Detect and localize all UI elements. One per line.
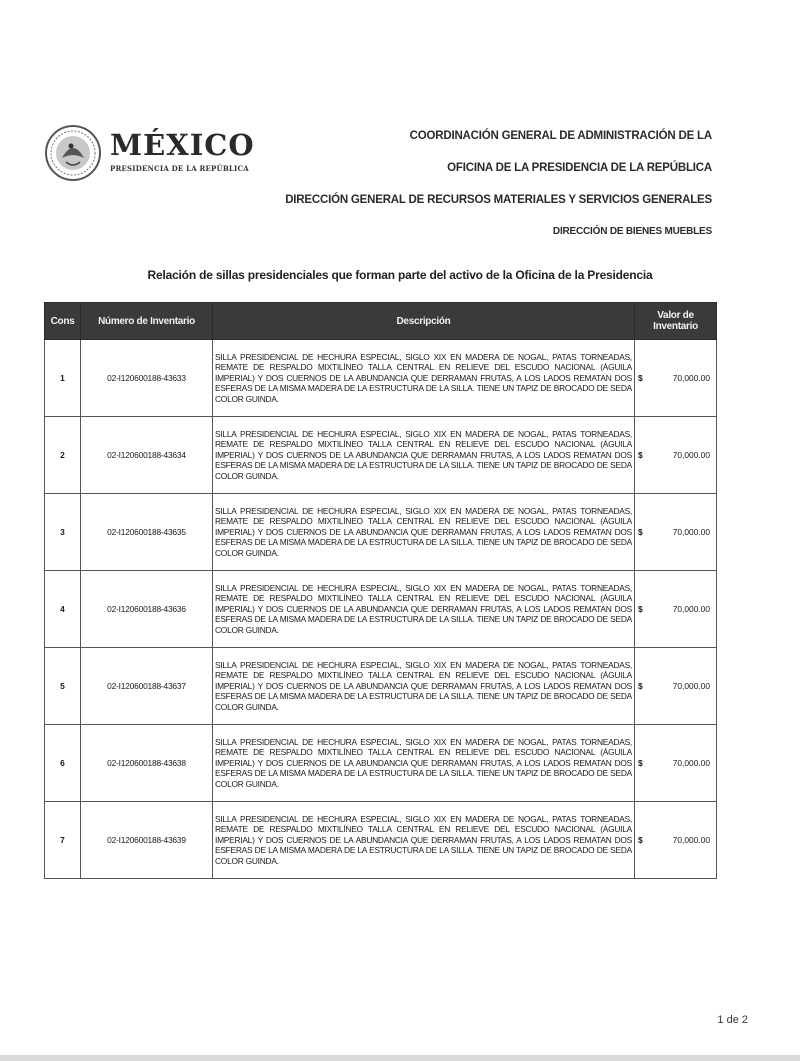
- logo-wordmark: MÉXICO: [110, 128, 255, 162]
- value-amount: 70,000.00: [672, 681, 710, 691]
- cell-cons: 5: [45, 648, 81, 725]
- cell-cons: 4: [45, 571, 81, 648]
- cell-inventory-number: 02-I120600188-43638: [81, 725, 213, 802]
- header-line-3: DIRECCIÓN GENERAL DE RECURSOS MATERIALES Y SERVICIOS GENERALES: [285, 194, 712, 206]
- page-number: 1 de 2: [717, 1014, 748, 1026]
- value-amount: 70,000.00: [672, 604, 710, 614]
- cell-description: SILLA PRESIDENCIAL DE HECHURA ESPECIAL, SIGLO XIX EN MADERA DE NOGAL, PATAS TORNEADAS, REMATE DE RESPALDO MIXTILÍNEO TALLA CENTRAL EN RELIEVE DEL ESCUDO NACIONAL (ÁGUILA IMPERIAL) Y DOS CUERNOS DE LA ABUNDANCIA QUE DERRAMAN FRUTAS, A LOS LADOS REMATAN DOS ESFERAS DE LA MISMA MADERA DE LA ESTRUCTURA DE LA SILLA. TIENE UN TAPIZ DE BROCADO DE SEDA COLOR GUINDA.: [213, 725, 635, 802]
- cell-cons: 7: [45, 802, 81, 879]
- header-line-2: OFICINA DE LA PRESIDENCIA DE LA REPÚBLICA: [447, 162, 712, 174]
- cell-cons: 2: [45, 417, 81, 494]
- cell-inventory-number: 02-I120600188-43635: [81, 494, 213, 571]
- col-header-description: Descripción: [213, 303, 635, 340]
- page-bottom-edge: [0, 1055, 800, 1061]
- cell-inventory-number: 02-I120600188-43633: [81, 340, 213, 417]
- table-row: [45, 417, 717, 494]
- cell-cons: 3: [45, 494, 81, 571]
- table-row: [45, 648, 717, 725]
- currency-symbol: $: [638, 758, 643, 768]
- cell-value: [635, 648, 717, 725]
- cell-value: [635, 417, 717, 494]
- col-header-value: Valor de Inventario: [635, 303, 717, 340]
- col-header-cons: Cons: [45, 303, 81, 340]
- inventory-table: [44, 302, 717, 879]
- value-amount: 70,000.00: [672, 527, 710, 537]
- table-row: [45, 725, 717, 802]
- table-row: [45, 802, 717, 879]
- cell-description: SILLA PRESIDENCIAL DE HECHURA ESPECIAL, SIGLO XIX EN MADERA DE NOGAL, PATAS TORNEADAS, REMATE DE RESPALDO MIXTILÍNEO TALLA CENTRAL EN RELIEVE DEL ESCUDO NACIONAL (ÁGUILA IMPERIAL) Y DOS CUERNOS DE LA ABUNDANCIA QUE DERRAMAN FRUTAS, A LOS LADOS REMATAN DOS ESFERAS DE LA MISMA MADERA DE LA ESTRUCTURA DE LA SILLA. TIENE UN TAPIZ DE BROCADO DE SEDA COLOR GUINDA.: [213, 417, 635, 494]
- currency-symbol: $: [638, 604, 643, 614]
- header-line-4: DIRECCIÓN DE BIENES MUEBLES: [552, 226, 712, 237]
- currency-symbol: $: [638, 681, 643, 691]
- cell-description: SILLA PRESIDENCIAL DE HECHURA ESPECIAL, SIGLO XIX EN MADERA DE NOGAL, PATAS TORNEADAS, REMATE DE RESPALDO MIXTILÍNEO TALLA CENTRAL EN RELIEVE DEL ESCUDO NACIONAL (ÁGUILA IMPERIAL) Y DOS CUERNOS DE LA ABUNDANCIA QUE DERRAMAN FRUTAS, A LOS LADOS REMATAN DOS ESFERAS DE LA MISMA MADERA DE LA ESTRUCTURA DE LA SILLA. TIENE UN TAPIZ DE BROCADO DE SEDA COLOR GUINDA.: [213, 648, 635, 725]
- cell-value: [635, 494, 717, 571]
- cell-description: SILLA PRESIDENCIAL DE HECHURA ESPECIAL, SIGLO XIX EN MADERA DE NOGAL, PATAS TORNEADAS, REMATE DE RESPALDO MIXTILÍNEO TALLA CENTRAL EN RELIEVE DEL ESCUDO NACIONAL (ÁGUILA IMPERIAL) Y DOS CUERNOS DE LA ABUNDANCIA QUE DERRAMAN FRUTAS, A LOS LADOS REMATAN DOS ESFERAS DE LA MISMA MADERA DE LA ESTRUCTURA DE LA SILLA. TIENE UN TAPIZ DE BROCADO DE SEDA COLOR GUINDA.: [213, 571, 635, 648]
- cell-inventory-number: 02-I120600188-43637: [81, 648, 213, 725]
- currency-symbol: $: [638, 373, 643, 383]
- value-amount: 70,000.00: [672, 835, 710, 845]
- cell-cons: 6: [45, 725, 81, 802]
- cell-value: [635, 571, 717, 648]
- cell-inventory-number: 02-I120600188-43636: [81, 571, 213, 648]
- value-amount: 70,000.00: [672, 450, 710, 460]
- document-title: Relación de sillas presidenciales que forman parte del activo de la Oficina de la Presidencia: [147, 268, 653, 282]
- cell-value: [635, 802, 717, 879]
- value-amount: 70,000.00: [672, 758, 710, 768]
- table-row: [45, 571, 717, 648]
- value-amount: 70,000.00: [672, 373, 710, 383]
- logo: [44, 124, 264, 186]
- cell-description: SILLA PRESIDENCIAL DE HECHURA ESPECIAL, SIGLO XIX EN MADERA DE NOGAL, PATAS TORNEADAS, REMATE DE RESPALDO MIXTILÍNEO TALLA CENTRAL EN RELIEVE DEL ESCUDO NACIONAL (ÁGUILA IMPERIAL) Y DOS CUERNOS DE LA ABUNDANCIA QUE DERRAMAN FRUTAS, A LOS LADOS REMATAN DOS ESFERAS DE LA MISMA MADERA DE LA ESTRUCTURA DE LA SILLA. TIENE UN TAPIZ DE BROCADO DE SEDA COLOR GUINDA.: [213, 802, 635, 879]
- currency-symbol: $: [638, 527, 643, 537]
- cell-inventory-number: 02-I120600188-43634: [81, 417, 213, 494]
- table-header-row: [45, 303, 717, 340]
- currency-symbol: $: [638, 835, 643, 845]
- coat-of-arms-seal-icon: [44, 124, 102, 182]
- header-line-1: COORDINACIÓN GENERAL DE ADMINISTRACIÓN DE LA: [409, 130, 712, 142]
- currency-symbol: $: [638, 450, 643, 460]
- cell-value: [635, 725, 717, 802]
- cell-value: [635, 340, 717, 417]
- table-row: [45, 340, 717, 417]
- cell-description: SILLA PRESIDENCIAL DE HECHURA ESPECIAL, SIGLO XIX EN MADERA DE NOGAL, PATAS TORNEADAS, REMATE DE RESPALDO MIXTILÍNEO TALLA CENTRAL EN RELIEVE DEL ESCUDO NACIONAL (ÁGUILA IMPERIAL) Y DOS CUERNOS DE LA ABUNDANCIA QUE DERRAMAN FRUTAS, A LOS LADOS REMATAN DOS ESFERAS DE LA MISMA MADERA DE LA ESTRUCTURA DE LA SILLA. TIENE UN TAPIZ DE BROCADO DE SEDA COLOR GUINDA.: [213, 494, 635, 571]
- cell-cons: 1: [45, 340, 81, 417]
- logo-subtitle: PRESIDENCIA DE LA REPÚBLICA: [110, 164, 249, 173]
- cell-description: SILLA PRESIDENCIAL DE HECHURA ESPECIAL, SIGLO XIX EN MADERA DE NOGAL, PATAS TORNEADAS, REMATE DE RESPALDO MIXTILÍNEO TALLA CENTRAL EN RELIEVE DEL ESCUDO NACIONAL (ÁGUILA IMPERIAL) Y DOS CUERNOS DE LA ABUNDANCIA QUE DERRAMAN FRUTAS, A LOS LADOS REMATAN DOS ESFERAS DE LA MISMA MADERA DE LA ESTRUCTURA DE LA SILLA. TIENE UN TAPIZ DE BROCADO DE SEDA COLOR GUINDA.: [213, 340, 635, 417]
- table-row: [45, 494, 717, 571]
- col-header-inventory: Número de Inventario: [81, 303, 213, 340]
- cell-inventory-number: 02-I120600188-43639: [81, 802, 213, 879]
